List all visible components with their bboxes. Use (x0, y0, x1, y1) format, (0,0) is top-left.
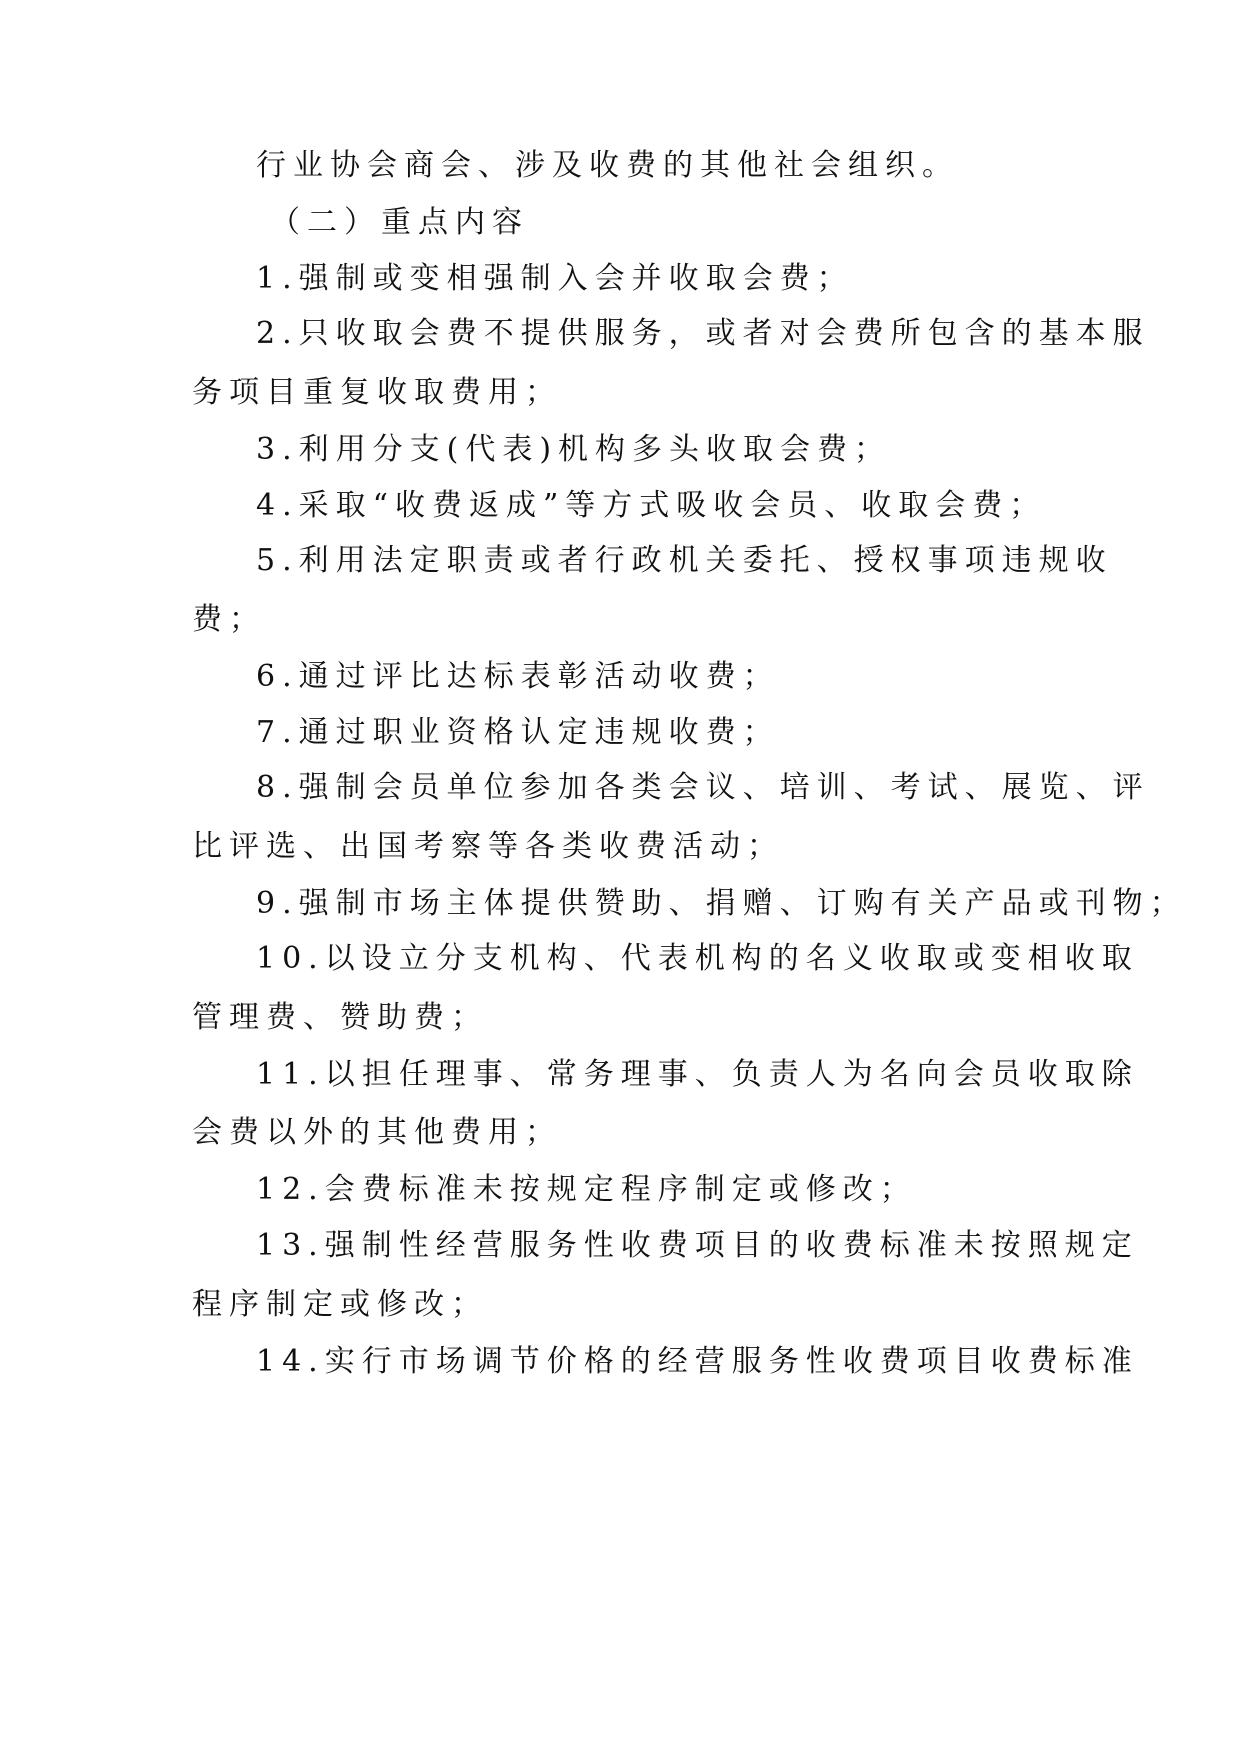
list-item-4: 4.采取“收费返成”等方式吸收会员、收取会费； (256, 488, 1047, 523)
paragraph-intro-tail: 行业协会商会、涉及收费的其他社会组织。 (256, 148, 959, 183)
list-item-12: 12.会费标准未按规定程序制定或修改； (256, 1172, 917, 1207)
list-item-10-line-1: 10.以设立分支机构、代表机构的名义收取或变相收取 (256, 941, 1139, 976)
list-item-6: 6.通过评比达标表彰活动收费； (256, 659, 780, 694)
list-item-11-line-1: 11.以担任理事、常务理事、负责人为名向会员收取除 (256, 1057, 1139, 1092)
list-item-11-line-2: 会费以外的其他费用； (192, 1115, 562, 1150)
list-item-8-line-1: 8.强制会员单位参加各类会议、培训、考试、展览、评 (256, 770, 1150, 805)
list-item-7: 7.通过职业资格认定违规收费； (256, 715, 780, 750)
list-item-1: 1.强制或变相强制入会并收取会费； (256, 261, 854, 296)
list-item-14: 14.实行市场调节价格的经营服务性收费项目收费标准 (256, 1344, 1139, 1379)
list-item-5-line-1: 5.利用法定职责或者行政机关委托、授权事项违规收 (256, 543, 1113, 578)
list-item-5-line-2: 费； (192, 602, 266, 637)
list-item-8-line-2: 比评选、出国考察等各类收费活动； (192, 829, 784, 864)
list-item-13-line-1: 13.强制性经营服务性收费项目的收费标准未按照规定 (256, 1228, 1139, 1263)
section-heading: （二）重点内容 (270, 205, 529, 240)
list-item-2-line-1: 2.只收取会费不提供服务，或者对会费所包含的基本服 (256, 316, 1150, 351)
list-item-10-line-2: 管理费、赞助费； (192, 1000, 488, 1035)
list-item-13-line-2: 程序制定或修改； (192, 1287, 488, 1322)
list-item-9: 9.强制市场主体提供赞助、捐赠、订购有关产品或刊物； (256, 886, 1187, 921)
list-item-2-line-2: 务项目重复收取费用； (192, 375, 562, 410)
list-item-3: 3.利用分支(代表)机构多头收取会费； (256, 432, 892, 467)
